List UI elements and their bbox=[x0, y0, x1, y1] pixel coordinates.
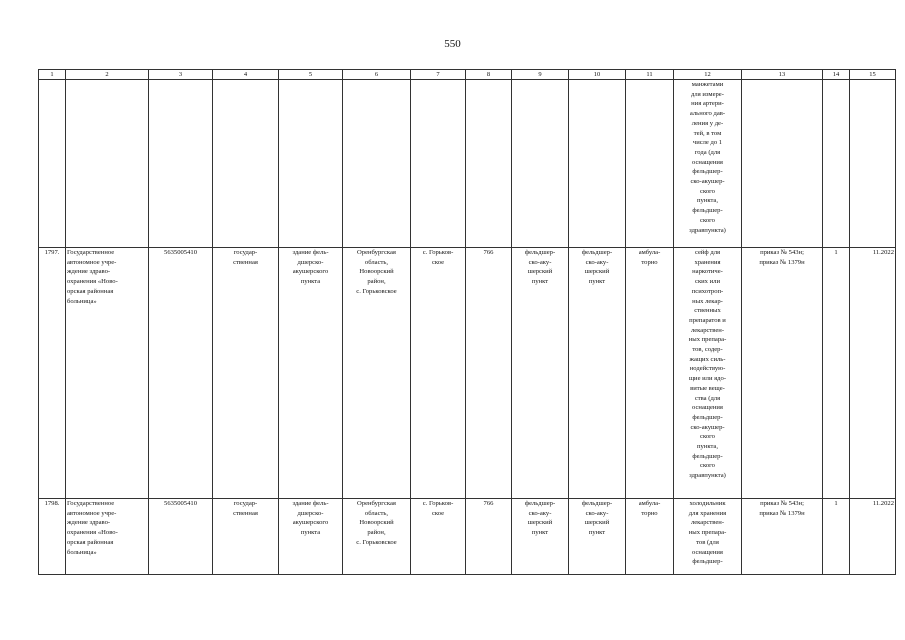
cell-building: здание фель- дшерско- акушерского пункта bbox=[292, 249, 329, 286]
cell-inn: 5635005410 bbox=[164, 500, 197, 507]
cell-settlement: с. Горьков- ское bbox=[422, 249, 454, 266]
column-number: 7 bbox=[411, 70, 466, 80]
cell-inn: 5635005410 bbox=[164, 249, 197, 256]
column-number: 5 bbox=[279, 70, 343, 80]
cell-unit-name: фельдшер- ско-аку- шерский пункт bbox=[581, 249, 613, 286]
cell-order: приказ № 543н; приказ № 1379н bbox=[759, 500, 805, 517]
cell-number: 1797. bbox=[44, 249, 60, 256]
column-number-row bbox=[39, 70, 896, 80]
cell-ownership: государ- ственная bbox=[233, 249, 258, 266]
cell-equipment: сейф для хранения наркотиче- ских или психотроп- ных лекар- ственных препаратов и лекарствен- ных препара- тов, содер- жащих силь- нодействую- щие или ядо- витые веще- ства (для оснащения фельдшер- ско-акушер- ского пункта, фельдшер- ского здравпункта) bbox=[688, 249, 727, 480]
column-number: 6 bbox=[343, 70, 411, 80]
cell-care-mode: амбула- торно bbox=[638, 500, 661, 517]
cell-equipment: манжетами для измере- ния артери- ального дав- ления у де- тей, в том числе до 1 года (для оснащения фельдшер- ско-акушер- ского пункта, фельдшер- ского здравпункта) bbox=[689, 81, 726, 234]
cell-unit-type: фельдшер- ско-аку- шерский пункт bbox=[524, 500, 556, 537]
cell-order: приказ № 543н; приказ № 1379н bbox=[759, 249, 805, 266]
cell-ownership: государ- ственная bbox=[233, 500, 258, 517]
cell-population: 766 bbox=[483, 249, 494, 256]
column-number: 2 bbox=[66, 70, 149, 80]
cell-unit-name: фельдшер- ско-аку- шерский пункт bbox=[581, 500, 613, 537]
cell-date: 11.2022 bbox=[872, 500, 894, 507]
column-number: 15 bbox=[850, 70, 896, 80]
registry-table bbox=[38, 69, 896, 575]
column-number: 9 bbox=[512, 70, 569, 80]
cell-address: Оренбургская область, Новоорский район, с. Горьковское bbox=[356, 500, 397, 546]
cell-settlement: с. Горьков- ское bbox=[422, 500, 454, 517]
cell-date: 11.2022 bbox=[872, 249, 894, 256]
cell-population: 766 bbox=[483, 500, 494, 507]
column-number: 12 bbox=[674, 70, 742, 80]
column-number: 8 bbox=[466, 70, 512, 80]
column-number: 14 bbox=[823, 70, 850, 80]
table-row-continuation bbox=[39, 80, 896, 248]
page-number: 550 bbox=[444, 38, 461, 50]
column-number: 10 bbox=[569, 70, 626, 80]
table-row-1797 bbox=[39, 248, 896, 499]
column-number: 1 bbox=[39, 70, 66, 80]
cell-number: 1798. bbox=[44, 500, 60, 507]
column-number: 3 bbox=[149, 70, 213, 80]
cell-quantity: 1 bbox=[834, 500, 838, 507]
column-number: 11 bbox=[626, 70, 674, 80]
cell-building: здание фель- дшерско- акушерского пункта bbox=[292, 500, 329, 537]
cell-quantity: 1 bbox=[834, 249, 838, 256]
cell-organization: Государственное автономное учре- ждение здраво- охранения «Ново- орская районная больница» bbox=[67, 249, 118, 305]
cell-equipment: холодильник для хранения лекарствен- ных препара- тов (для оснащения фельдшер- bbox=[688, 500, 727, 566]
table-row-1798 bbox=[39, 499, 896, 575]
column-number: 4 bbox=[213, 70, 279, 80]
cell-address: Оренбургская область, Новоорский район, с. Горьковское bbox=[356, 249, 397, 295]
cell-care-mode: амбула- торно bbox=[638, 249, 661, 266]
cell-unit-type: фельдшер- ско-аку- шерский пункт bbox=[524, 249, 556, 286]
column-number: 13 bbox=[742, 70, 823, 80]
cell-organization: Государственное автономное учре- ждение здраво- охранения «Ново- орская районная больница» bbox=[67, 500, 118, 556]
